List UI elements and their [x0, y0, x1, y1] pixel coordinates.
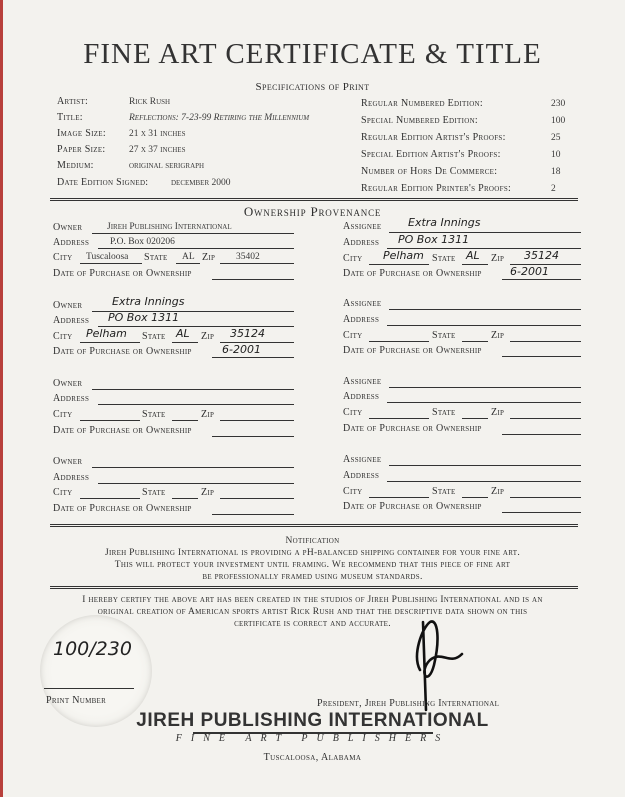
date-label: Date of Purchase or Ownership [343, 423, 482, 434]
city-line [80, 420, 140, 421]
owner-line [92, 233, 294, 234]
city-label: City [53, 252, 73, 263]
state-label: State [142, 487, 166, 498]
city-value: Pelham [383, 249, 424, 262]
assignee-label: Assignee [343, 376, 382, 387]
spec-label: Regular Edition Artist's Proofs: [361, 132, 506, 143]
address-label: Address [53, 393, 90, 404]
zip-value: 35402 [236, 252, 260, 262]
provenance-title: Ownership Provenance [243, 204, 382, 219]
divider [50, 198, 578, 201]
notification-line: This will protect your investment until framing. We recommend that this piece of fine art [114, 560, 511, 570]
city-line [80, 263, 142, 264]
spec-value: original serigraph [129, 161, 205, 171]
assignee-label: Assignee [343, 221, 382, 232]
address-label: Address [343, 391, 380, 402]
publisher-location: Tuscaloosa, Alabama [263, 752, 362, 763]
print-number: 100/230 [53, 638, 132, 660]
state-line [176, 263, 200, 264]
zip-label: Zip [491, 330, 505, 341]
notification-line: Jireh Publishing International is providing a pH-balanced shipping container for your fine art. [104, 548, 520, 558]
city-line [369, 264, 429, 265]
date-line [212, 436, 294, 437]
zip-label: Zip [491, 253, 505, 264]
spec-label: Paper Size: [57, 144, 106, 155]
address-value: P.O. Box 020206 [110, 237, 175, 247]
state-value: AL [176, 327, 190, 340]
address-line [387, 402, 581, 403]
date-label: Date of Purchase or Ownership [343, 501, 482, 512]
owner-label: Owner [53, 378, 83, 389]
owner-line [92, 467, 294, 468]
spec-value: 10 [551, 150, 561, 160]
city-label: City [53, 487, 73, 498]
city-line [80, 498, 140, 499]
spec-value: 2 [551, 184, 556, 194]
address-line [98, 248, 294, 249]
spec-value: 230 [551, 99, 566, 109]
zip-label: Zip [201, 487, 215, 498]
publisher-name: JIREH PUBLISHING INTERNATIONAL [136, 710, 489, 731]
date-label: Date of Purchase or Ownership [343, 345, 482, 356]
state-label: State [144, 252, 168, 263]
city-line [80, 342, 140, 343]
zip-value: 35124 [524, 249, 559, 262]
specs-title: Specifications of Print [255, 81, 370, 93]
state-value: AL [466, 249, 480, 262]
spec-value: december 2000 [171, 178, 231, 188]
assignee-value: Extra Innings [408, 216, 481, 229]
divider [50, 524, 578, 527]
spec-value: 100 [551, 116, 566, 126]
date-label: Date of Purchase or Ownership [53, 268, 192, 279]
zip-value: 35124 [230, 327, 265, 340]
zip-line [510, 497, 581, 498]
zip-label: Zip [202, 252, 216, 263]
date-line [212, 514, 294, 515]
state-line [172, 498, 198, 499]
state-line [462, 264, 488, 265]
address-label: Address [343, 314, 380, 325]
spec-value: 27 x 37 inches [129, 145, 186, 155]
date-label: Date of Purchase or Ownership [343, 268, 482, 279]
city-line [369, 418, 429, 419]
zip-label: Zip [491, 407, 505, 418]
city-value: Tuscaloosa [86, 252, 129, 262]
state-value: AL [182, 252, 195, 262]
owner-value: Jireh Publishing International [107, 222, 232, 232]
spec-value: 21 x 31 inches [129, 129, 186, 139]
zip-label: Zip [201, 409, 215, 420]
owner-line [92, 389, 294, 390]
address-label: Address [343, 237, 380, 248]
city-label: City [343, 330, 363, 341]
state-label: State [432, 330, 456, 341]
state-line [172, 342, 198, 343]
certificate-title: FINE ART CERTIFICATE & TITLE [83, 38, 542, 70]
date-value: 6-2001 [510, 265, 549, 278]
print-number-line [44, 688, 134, 689]
zip-line [510, 418, 581, 419]
spec-label: Medium: [57, 160, 94, 171]
spec-value: Rick Rush [129, 97, 171, 107]
city-label: City [53, 409, 73, 420]
spec-label: Regular Numbered Edition: [361, 98, 483, 109]
state-line [462, 418, 488, 419]
state-label: State [432, 253, 456, 264]
assignee-line [389, 309, 581, 310]
assignee-line [389, 465, 581, 466]
owner-label: Owner [53, 222, 83, 233]
date-label: Date of Purchase or Ownership [53, 503, 192, 514]
address-line [98, 404, 294, 405]
assignee-line [389, 387, 581, 388]
date-line [212, 279, 294, 280]
address-label: Address [343, 470, 380, 481]
spec-label: Artist: [57, 96, 89, 107]
city-line [369, 341, 429, 342]
print-number-label: Print Number [46, 695, 107, 706]
state-line [462, 497, 488, 498]
owner-label: Owner [53, 456, 83, 467]
address-label: Address [53, 237, 90, 248]
state-line [462, 341, 488, 342]
address-line [387, 481, 581, 482]
zip-line [220, 263, 294, 264]
signatory-title: President, Jireh Publishing International [317, 698, 500, 709]
address-label: Address [53, 315, 90, 326]
city-value: Pelham [86, 327, 127, 340]
city-label: City [343, 486, 363, 497]
zip-line [220, 420, 294, 421]
state-label: State [432, 486, 456, 497]
certify-line: certificate is correct and accurate. [234, 619, 391, 629]
city-label: City [343, 253, 363, 264]
state-line [172, 420, 198, 421]
date-line [502, 356, 581, 357]
date-line [502, 279, 581, 280]
spec-label: Regular Edition Printer's Proofs: [361, 183, 512, 194]
owner-value: Extra Innings [112, 295, 185, 308]
city-line [369, 497, 429, 498]
date-value: 6-2001 [222, 343, 261, 356]
date-line [502, 434, 581, 435]
zip-line [510, 341, 581, 342]
zip-line [220, 498, 294, 499]
spec-label: Date Edition Signed: [57, 177, 149, 188]
city-label: City [343, 407, 363, 418]
state-label: State [142, 409, 166, 420]
date-line [502, 512, 581, 513]
date-label: Date of Purchase or Ownership [53, 425, 192, 436]
address-value: PO Box 1311 [108, 311, 180, 324]
notification-line: be professionally framed using museum standards. [202, 572, 423, 582]
certify-line: I hereby certify the above art has been created in the studios of Jireh Publishing International and is an [82, 595, 543, 605]
city-label: City [53, 331, 73, 342]
address-label: Address [53, 472, 90, 483]
assignee-label: Assignee [343, 454, 382, 465]
spec-value: 25 [551, 133, 561, 143]
zip-label: Zip [201, 331, 215, 342]
spec-label: Special Numbered Edition: [361, 115, 478, 126]
spec-label: Number of Hors De Commerce: [361, 166, 498, 177]
spec-value: Reflections: 7-23-99 Retiring the Millennium [129, 113, 310, 123]
date-line [212, 357, 294, 358]
zip-label: Zip [491, 486, 505, 497]
spec-value: 18 [551, 167, 561, 177]
address-value: PO Box 1311 [398, 233, 470, 246]
page-edge-stripe [0, 0, 3, 797]
address-line [387, 325, 581, 326]
spec-label: Image Size: [57, 128, 106, 139]
state-label: State [142, 331, 166, 342]
certify-line: original creation of American sports artist Rick Rush and that the descriptive data shown on this [97, 607, 528, 617]
spec-label: Special Edition Artist's Proofs: [361, 149, 501, 160]
assignee-label: Assignee [343, 298, 382, 309]
state-label: State [432, 407, 456, 418]
address-line [98, 483, 294, 484]
publisher-tagline: FINE ART PUBLISHERS [175, 733, 450, 744]
divider [50, 586, 578, 589]
spec-label: Title: [57, 112, 83, 123]
notification-heading: Notification [285, 536, 340, 546]
date-label: Date of Purchase or Ownership [53, 346, 192, 357]
owner-label: Owner [53, 300, 83, 311]
